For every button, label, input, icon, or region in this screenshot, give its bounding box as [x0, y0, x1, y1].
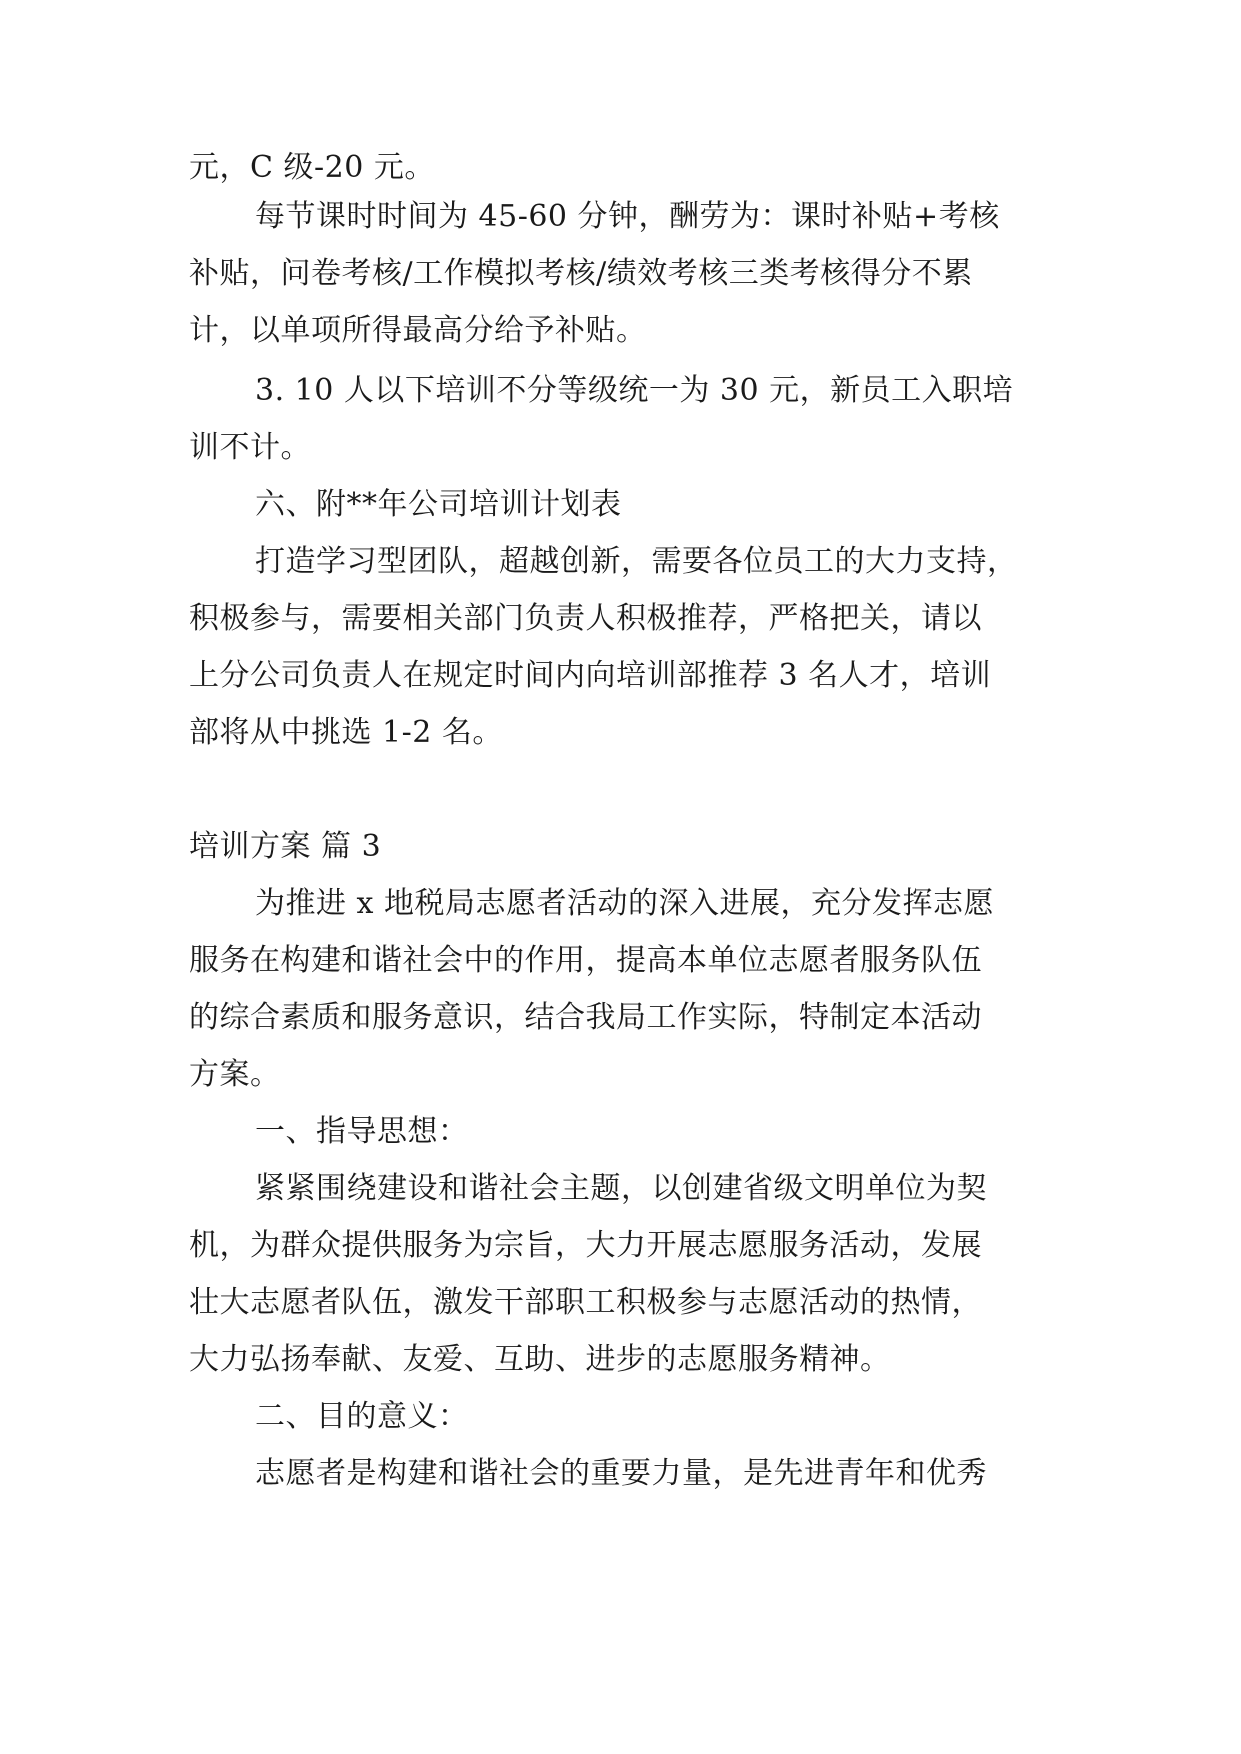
text-line: 为推进 x 地税局志愿者活动的深入进展，充分发挥志愿	[255, 886, 994, 921]
text-line: 服务在构建和谐社会中的作用，提高本单位志愿者服务队伍	[189, 943, 982, 978]
text-line: 机，为群众提供服务为宗旨，大力开展志愿服务活动，发展	[189, 1228, 982, 1263]
section-heading: 二、目的意义：	[255, 1399, 469, 1434]
section-heading: 六、附**年公司培训计划表	[255, 487, 622, 522]
text-line: 上分公司负责人在规定时间内向培训部推荐 3 名人才，培训	[189, 658, 992, 693]
text-line: 计，以单项所得最高分给予补贴。	[189, 313, 647, 348]
text-line: 训不计。	[189, 430, 311, 465]
text-line: 每节课时时间为 45-60 分钟，酬劳为：课时补贴+考核	[255, 199, 1000, 234]
text-line: 志愿者是构建和谐社会的重要力量，是先进青年和优秀	[255, 1456, 987, 1491]
text-line: 壮大志愿者队伍，激发干部职工积极参与志愿活动的热情，	[189, 1285, 982, 1320]
text-line: 打造学习型团队，超越创新，需要各位员工的大力支持，	[255, 544, 1018, 579]
section-heading: 一、指导思想：	[255, 1114, 469, 1149]
text-line: 积极参与，需要相关部门负责人积极推荐，严格把关，请以	[189, 601, 982, 636]
text-line: 补贴，问卷考核/工作模拟考核/绩效考核三类考核得分不累	[189, 256, 973, 291]
text-line: 方案。	[189, 1057, 281, 1092]
text-line: 元，C 级-20 元。	[189, 150, 435, 185]
text-line: 部将从中挑选 1-2 名。	[189, 715, 503, 750]
text-line: 紧紧围绕建设和谐社会主题，以创建省级文明单位为契	[255, 1171, 987, 1206]
text-line: 的综合素质和服务意识，结合我局工作实际，特制定本活动	[189, 1000, 982, 1035]
document-title: 培训方案 篇 3	[189, 829, 382, 864]
text-line: 大力弘扬奉献、友爱、互助、进步的志愿服务精神。	[189, 1342, 891, 1377]
text-line: 3. 10 人以下培训不分等级统一为 30 元，新员工入职培	[255, 373, 1014, 408]
